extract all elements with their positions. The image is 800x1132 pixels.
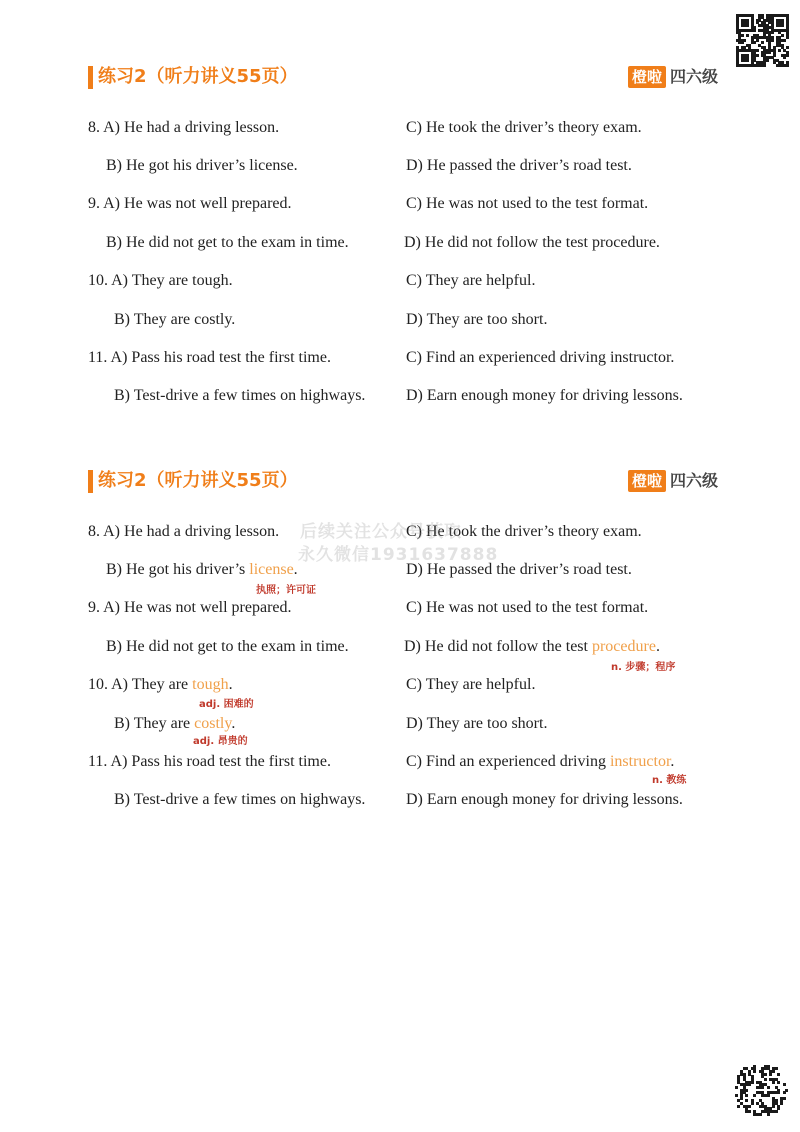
- highlighted-word: tough: [192, 676, 229, 693]
- section-header: [88, 468, 718, 494]
- question-8-option-b: B) He got his driver’s license.: [106, 561, 298, 578]
- qr-module: [781, 24, 784, 27]
- qr-module: [786, 64, 789, 67]
- brand-logo: [628, 64, 718, 90]
- qr-module: [772, 1105, 775, 1108]
- qr-module: [751, 1102, 754, 1105]
- question-8-option-c: C) He took the driver’s theory exam.: [406, 523, 642, 540]
- qr-module: [785, 1089, 788, 1092]
- vocab-note: adj. 昂贵的: [193, 736, 248, 747]
- question-10-option-b: B) They are costly.: [114, 311, 236, 328]
- mini-program-code: [732, 1062, 788, 1118]
- question-11-option-a: 11. A) Pass his road test the first time.: [88, 349, 331, 366]
- qr-module: [753, 1094, 756, 1097]
- qr-module: [745, 1089, 748, 1092]
- qr-module: [783, 1097, 786, 1100]
- qr-module: [740, 1097, 743, 1100]
- brand-tag: 橙啦: [628, 66, 666, 88]
- question-9-option-b: B) He did not get to the exam in time.: [106, 234, 349, 251]
- section-title: 练习2（听力讲义55页）: [98, 470, 298, 491]
- watermark-line-2: 永久微信1931637888: [298, 545, 499, 565]
- question-9-option-a: 9. A) He was not well prepared.: [88, 599, 292, 616]
- qr-module: [769, 1073, 772, 1076]
- question-10-option-a: 10. A) They are tough.: [88, 272, 233, 289]
- qr-module: [735, 1086, 738, 1089]
- qr-code-top: [736, 14, 788, 66]
- question-8-option-a: 8. A) He had a driving lesson.: [88, 119, 280, 136]
- question-10-option-d: D) They are too short.: [406, 715, 548, 732]
- qr-module: [777, 1081, 780, 1084]
- qr-module: [748, 1105, 751, 1108]
- brand-text: 四六级: [669, 67, 718, 86]
- qr-module: [759, 1113, 762, 1116]
- question-8-option-d: D) He passed the driver’s road test.: [406, 157, 632, 174]
- qr-module: [777, 1091, 780, 1094]
- question-9-option-d: D) He did not follow the test procedure.: [404, 234, 660, 251]
- qr-module: [745, 1094, 748, 1097]
- qr-module: [753, 29, 756, 32]
- question-11-option-d: D) Earn enough money for driving lessons.: [406, 387, 683, 404]
- question-9-option-c: C) He was not used to the test format.: [406, 599, 649, 616]
- question-11-option-c: C) Find an experienced driving instructor.: [406, 349, 675, 366]
- question-10-option-b: B) They are costly.: [114, 715, 236, 732]
- vocab-note: adj. 困难的: [199, 699, 254, 710]
- question-11-option-d: D) Earn enough money for driving lessons.: [406, 791, 683, 808]
- question-10-option-d: D) They are too short.: [406, 311, 548, 328]
- qr-module: [741, 41, 744, 44]
- question-10-option-a: 10. A) They are tough.: [88, 676, 233, 693]
- qr-module: [753, 1070, 756, 1073]
- qr-module: [783, 56, 786, 59]
- qr-module: [783, 39, 786, 42]
- qr-module: [746, 59, 749, 62]
- qr-module: [748, 1083, 751, 1086]
- question-9-option-d: D) He did not follow the test procedure.: [404, 638, 660, 655]
- qr-module: [772, 1070, 775, 1073]
- question-11-option-a: 11. A) Pass his road test the first time.: [88, 753, 331, 770]
- qr-module: [746, 34, 749, 37]
- qr-module: [761, 1086, 764, 1089]
- highlighted-word: costly: [194, 715, 232, 732]
- qr-module: [751, 1081, 754, 1084]
- question-8-option-c: C) He took the driver’s theory exam.: [406, 119, 642, 136]
- qr-module: [745, 1099, 748, 1102]
- question-9-option-a: 9. A) He was not well prepared.: [88, 195, 292, 212]
- brand-logo: [628, 468, 718, 494]
- qr-module: [777, 1107, 780, 1110]
- vocab-note: n. 步骤；程序: [611, 662, 676, 673]
- question-11-option-c: C) Find an experienced driving instructor.: [406, 753, 675, 770]
- highlighted-word: license: [249, 561, 294, 578]
- qr-module: [748, 1110, 751, 1113]
- section-title: 练习2（听力讲义55页）: [98, 66, 298, 87]
- qr-module: [767, 1086, 770, 1089]
- qr-module: [783, 1083, 786, 1086]
- accent-bar: [88, 66, 93, 89]
- brand-tag: 橙啦: [628, 470, 666, 492]
- question-10-option-c: C) They are helpful.: [406, 676, 536, 693]
- qr-module: [737, 1105, 740, 1108]
- qr-module: [746, 24, 749, 27]
- question-9-option-b: B) He did not get to the exam in time.: [106, 638, 349, 655]
- highlighted-word: procedure: [591, 638, 656, 655]
- vocab-note: 执照；许可证: [256, 585, 316, 596]
- question-8-option-b: B) He got his driver’s license.: [106, 157, 298, 174]
- qr-module: [767, 1094, 770, 1097]
- qr-module: [768, 51, 771, 54]
- qr-module: [777, 1073, 780, 1076]
- section-header: [88, 64, 718, 90]
- qr-module: [753, 41, 756, 44]
- qr-module: [783, 1091, 786, 1094]
- qr-module: [763, 64, 766, 67]
- question-11-option-b: B) Test-drive a few times on highways.: [114, 791, 366, 808]
- qr-module: [764, 1073, 767, 1076]
- qr-module: [764, 1078, 767, 1081]
- question-9-option-c: C) He was not used to the test format.: [406, 195, 649, 212]
- qr-module: [767, 1113, 770, 1116]
- question-8-option-a: 8. A) He had a driving lesson.: [88, 523, 280, 540]
- watermark-line-1: 后续关注公众号获取: [300, 522, 462, 542]
- qr-module: [778, 49, 781, 52]
- qr-module: [775, 1067, 778, 1070]
- qr-module: [780, 1102, 783, 1105]
- vocab-note: n. 教练: [652, 775, 687, 786]
- question-8-option-d: D) He passed the driver’s road test.: [406, 561, 632, 578]
- question-11-option-b: B) Test-drive a few times on highways.: [114, 387, 366, 404]
- highlighted-word: instructor: [609, 753, 671, 770]
- accent-bar: [88, 470, 93, 493]
- brand-text: 四六级: [669, 471, 718, 490]
- qr-module: [772, 1081, 775, 1084]
- qr-module: [775, 1110, 778, 1113]
- question-10-option-c: C) They are helpful.: [406, 272, 536, 289]
- qr-module: [735, 1094, 738, 1097]
